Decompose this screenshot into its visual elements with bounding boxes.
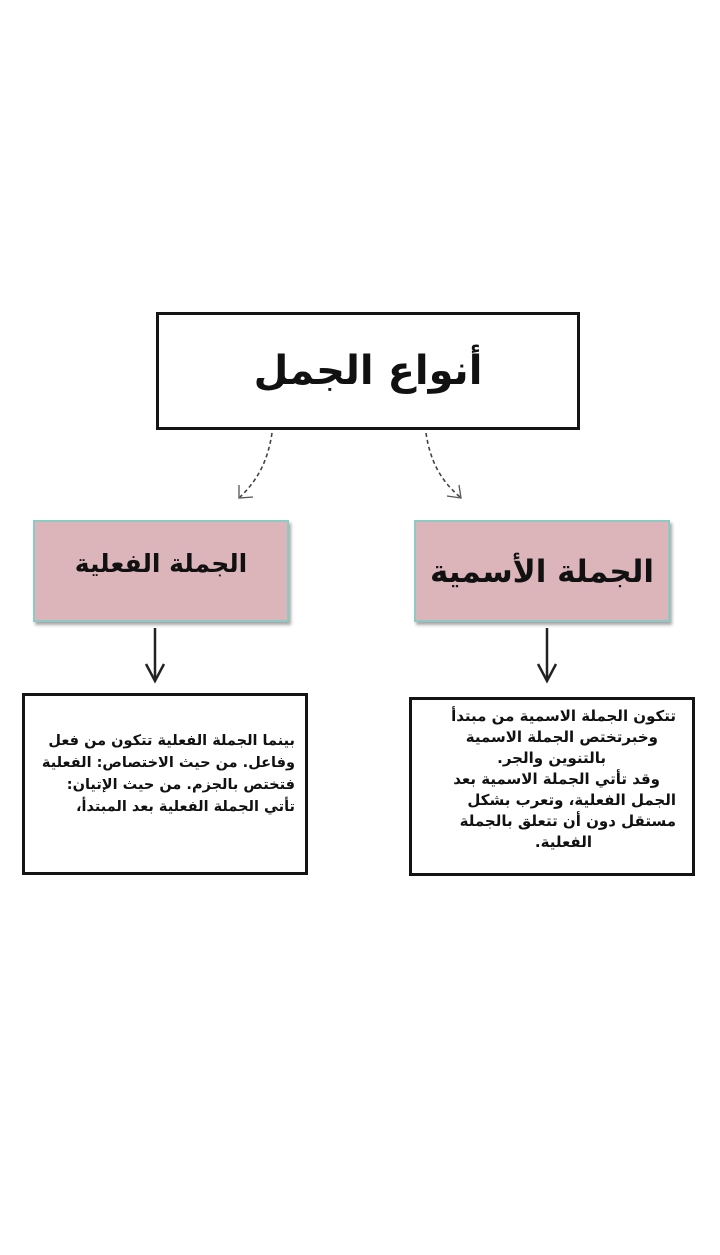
dashed-arrow-left xyxy=(240,433,272,497)
verbal-sentence-label: الجملة الفعلية xyxy=(74,548,248,578)
nominal-description-line: مستقل دون أن تتعلق بالجملة xyxy=(459,812,676,830)
nominal-description-box xyxy=(409,697,695,876)
nominal-description xyxy=(412,706,676,853)
nominal-description-line: بالتنوين والجر. xyxy=(497,749,606,767)
nominal-description-line: وقد تأتي الجملة الاسمية بعد xyxy=(453,770,660,788)
verbal-description-line: فتختص بالجزم. من حيث الإتيان: xyxy=(66,777,295,793)
verbal-description-line: وفاعل. من حيث الاختصاص: الفعلية xyxy=(41,755,295,771)
verbal-sentence-box xyxy=(33,520,289,622)
verbal-description-box xyxy=(22,693,308,875)
nominal-sentence-label: الجملة الأسمية xyxy=(429,554,655,590)
nominal-description-line: الجمل الفعلية، وتعرب بشكل xyxy=(467,791,676,809)
diagram-title: أنواع الجمل xyxy=(253,348,483,394)
verbal-description-line: بينما الجملة الفعلية تتكون من فعل xyxy=(48,733,295,749)
nominal-description-line: تتكون الجملة الاسمية من مبتدأ xyxy=(451,707,676,725)
nominal-sentence-box xyxy=(414,520,670,622)
dashed-arrow-right xyxy=(426,433,460,497)
verbal-description xyxy=(27,730,295,818)
verbal-description-line: تأتي الجملة الفعلية بعد المبتدأ، xyxy=(76,799,295,815)
nominal-description-line: وخبرتختص الجملة الاسمية xyxy=(465,728,658,746)
nominal-description-line: الفعلية. xyxy=(534,833,592,851)
